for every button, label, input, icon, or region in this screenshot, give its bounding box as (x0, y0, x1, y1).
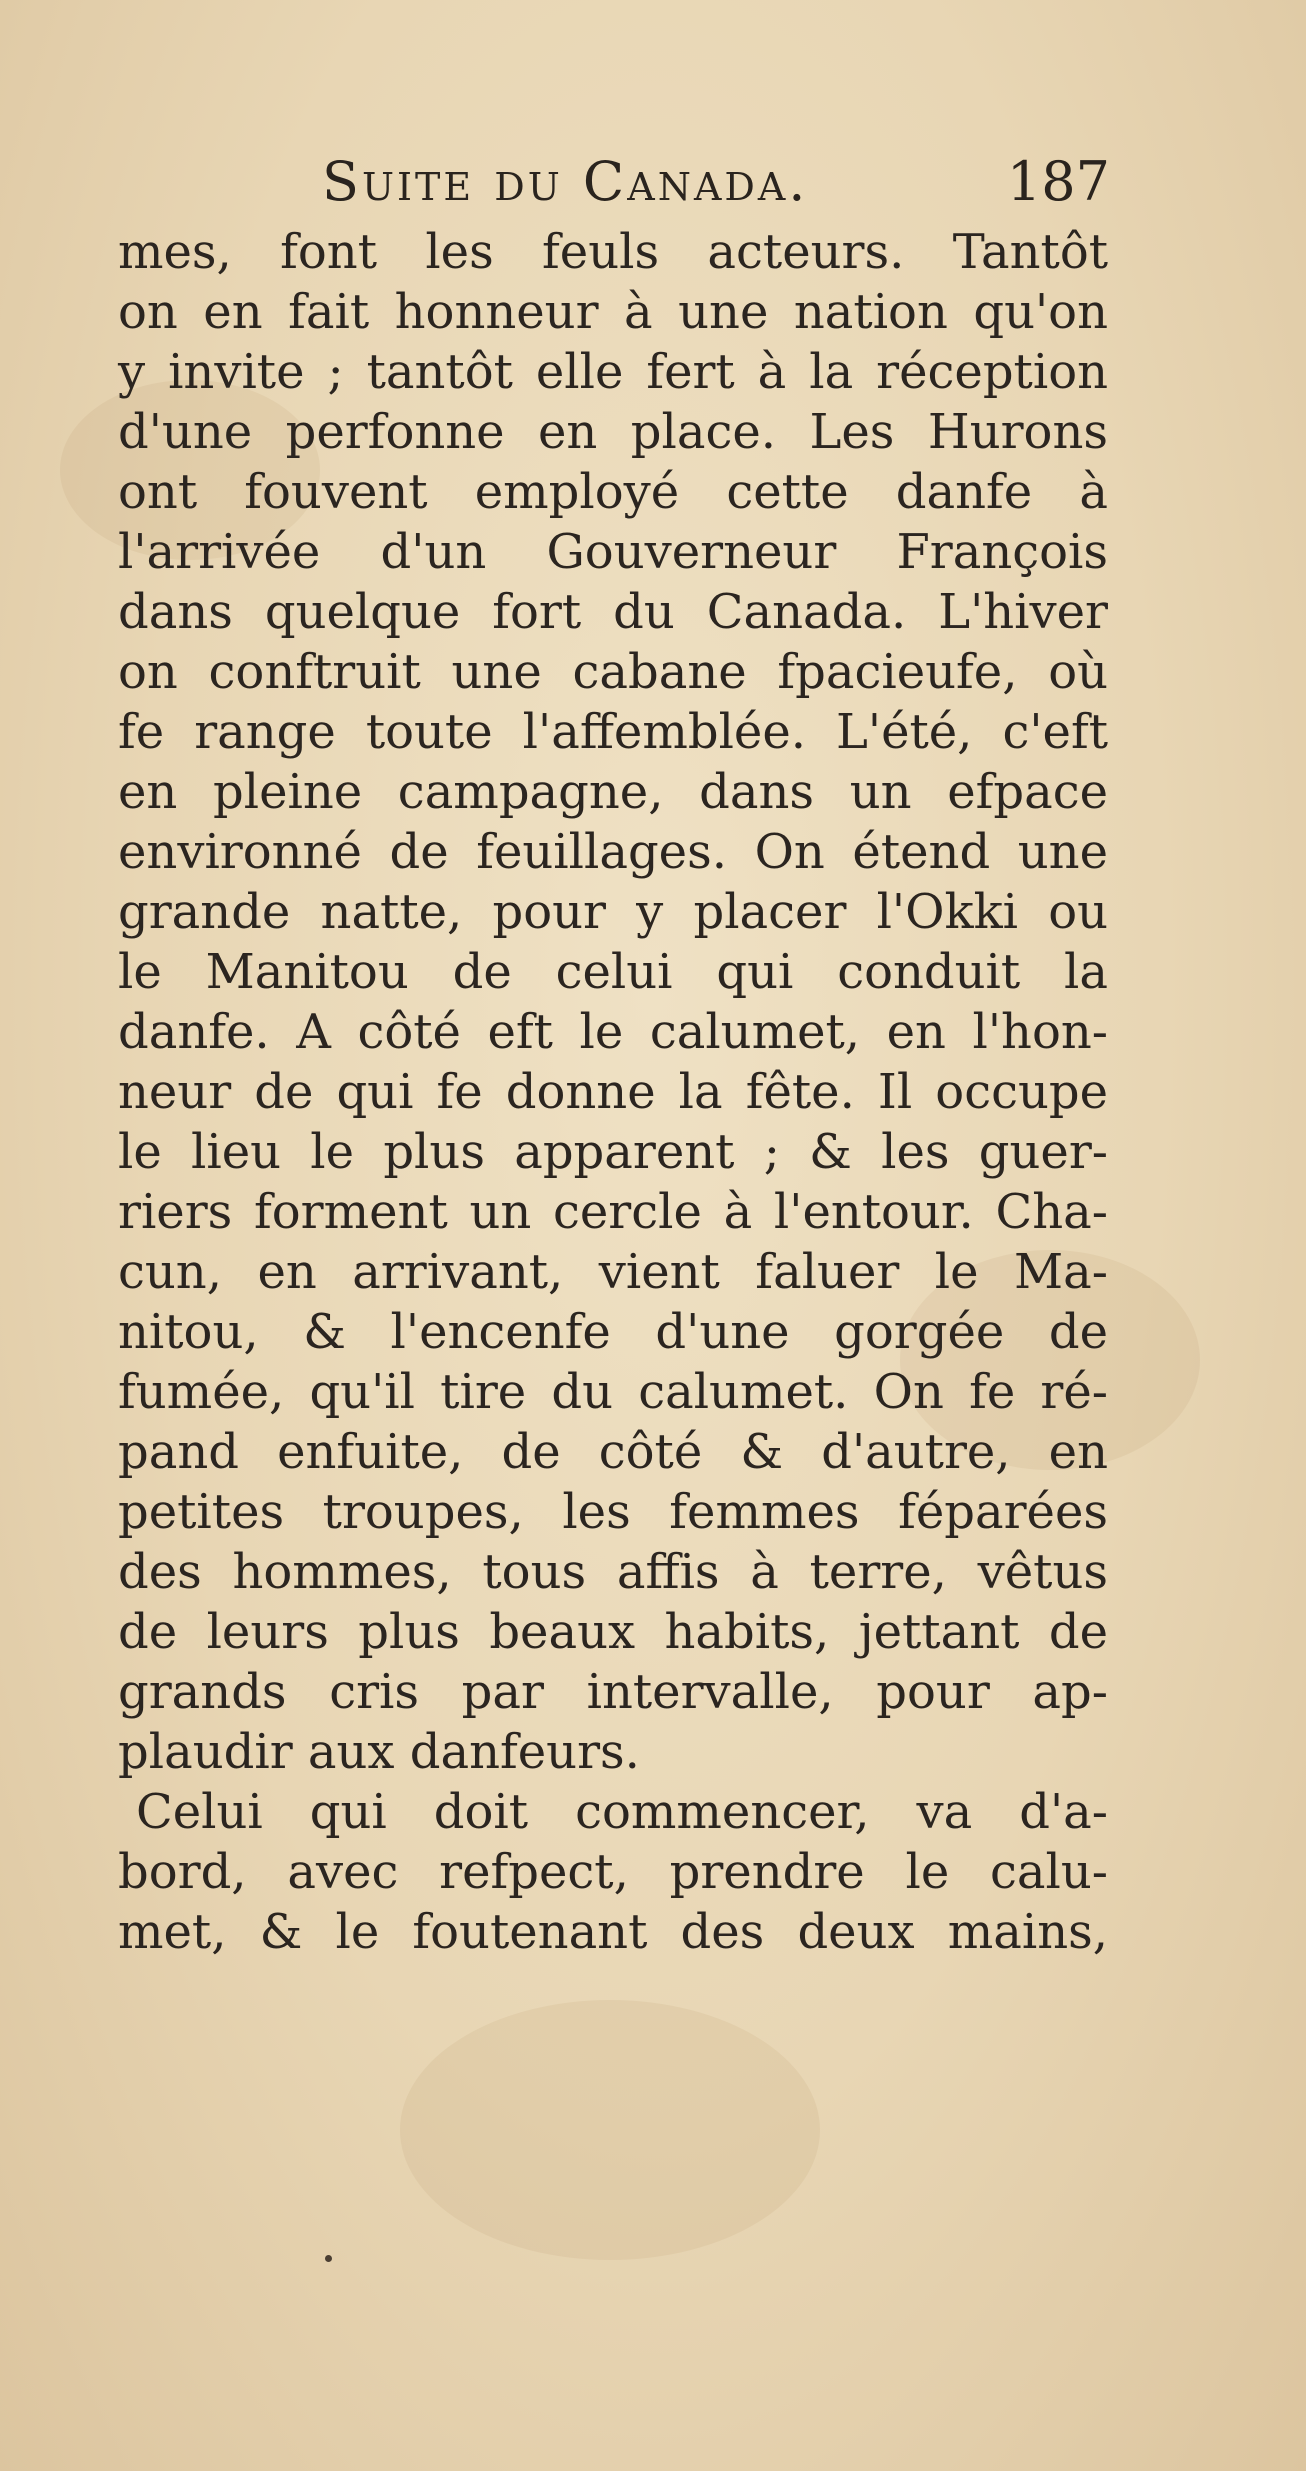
text-line: d'une perfonne en place. Les Hurons (118, 404, 1108, 460)
text-line: on en fait honneur à une nation qu'on (118, 284, 1108, 340)
text-line: riers forment un cercle à l'entour. Cha- (118, 1184, 1108, 1240)
text-line: bord, avec refpect, prendre le calu- (118, 1844, 1108, 1900)
text-line: cun, en arrivant, vient faluer le Ma- (118, 1244, 1108, 1300)
text-line: y invite ; tantôt elle fert à la réception (118, 344, 1108, 400)
text-line: dans quelque fort du Canada. L'hiver (118, 584, 1108, 640)
paper-stain (400, 2000, 820, 2260)
ink-dot (325, 2255, 332, 2262)
text-line: des hommes, tous affis à terre, vêtus (118, 1544, 1108, 1600)
text-line: petites troupes, les femmes féparées (118, 1484, 1108, 1540)
text-line: grande natte, pour y placer l'Okki ou (118, 884, 1108, 940)
running-header (310, 150, 1110, 220)
text-line: fe range toute l'affemblée. L'été, c'eft (118, 704, 1108, 760)
text-line: ont fouvent employé cette danfe à (118, 464, 1108, 520)
text-line: on conftruit une cabane fpacieufe, où (118, 644, 1108, 700)
text-line: Celui qui doit commencer, va d'a- (136, 1784, 1108, 1840)
text-line: en pleine campagne, dans un efpace (118, 764, 1108, 820)
text-line: plaudir aux danfeurs. (118, 1724, 640, 1780)
text-line: le lieu le plus apparent ; & les guer- (118, 1124, 1108, 1180)
text-line: l'arrivée d'un Gouverneur François (118, 524, 1108, 580)
text-line: environné de feuillages. On étend une (118, 824, 1108, 880)
text-line: nitou, & l'encenfe d'une gorgée de (118, 1304, 1108, 1360)
text-line: neur de qui fe donne la fête. Il occupe (118, 1064, 1108, 1120)
text-line: de leurs plus beaux habits, jettant de (118, 1604, 1108, 1660)
text-line: grands cris par intervalle, pour ap- (118, 1664, 1108, 1720)
text-line: met, & le foutenant des deux mains, (118, 1904, 1108, 1960)
running-title: Suite du Canada. (322, 150, 809, 213)
body-text (118, 222, 1108, 1962)
page-number: 187 (1006, 150, 1110, 213)
text-line: fumée, qu'il tire du calumet. On fe ré- (118, 1364, 1108, 1420)
text-line: mes, font les feuls acteurs. Tantôt (118, 224, 1108, 280)
text-line: danfe. A côté eft le calumet, en l'hon- (118, 1004, 1108, 1060)
text-line: pand enfuite, de côté & d'autre, en (118, 1424, 1108, 1480)
text-line: le Manitou de celui qui conduit la (118, 944, 1108, 1000)
